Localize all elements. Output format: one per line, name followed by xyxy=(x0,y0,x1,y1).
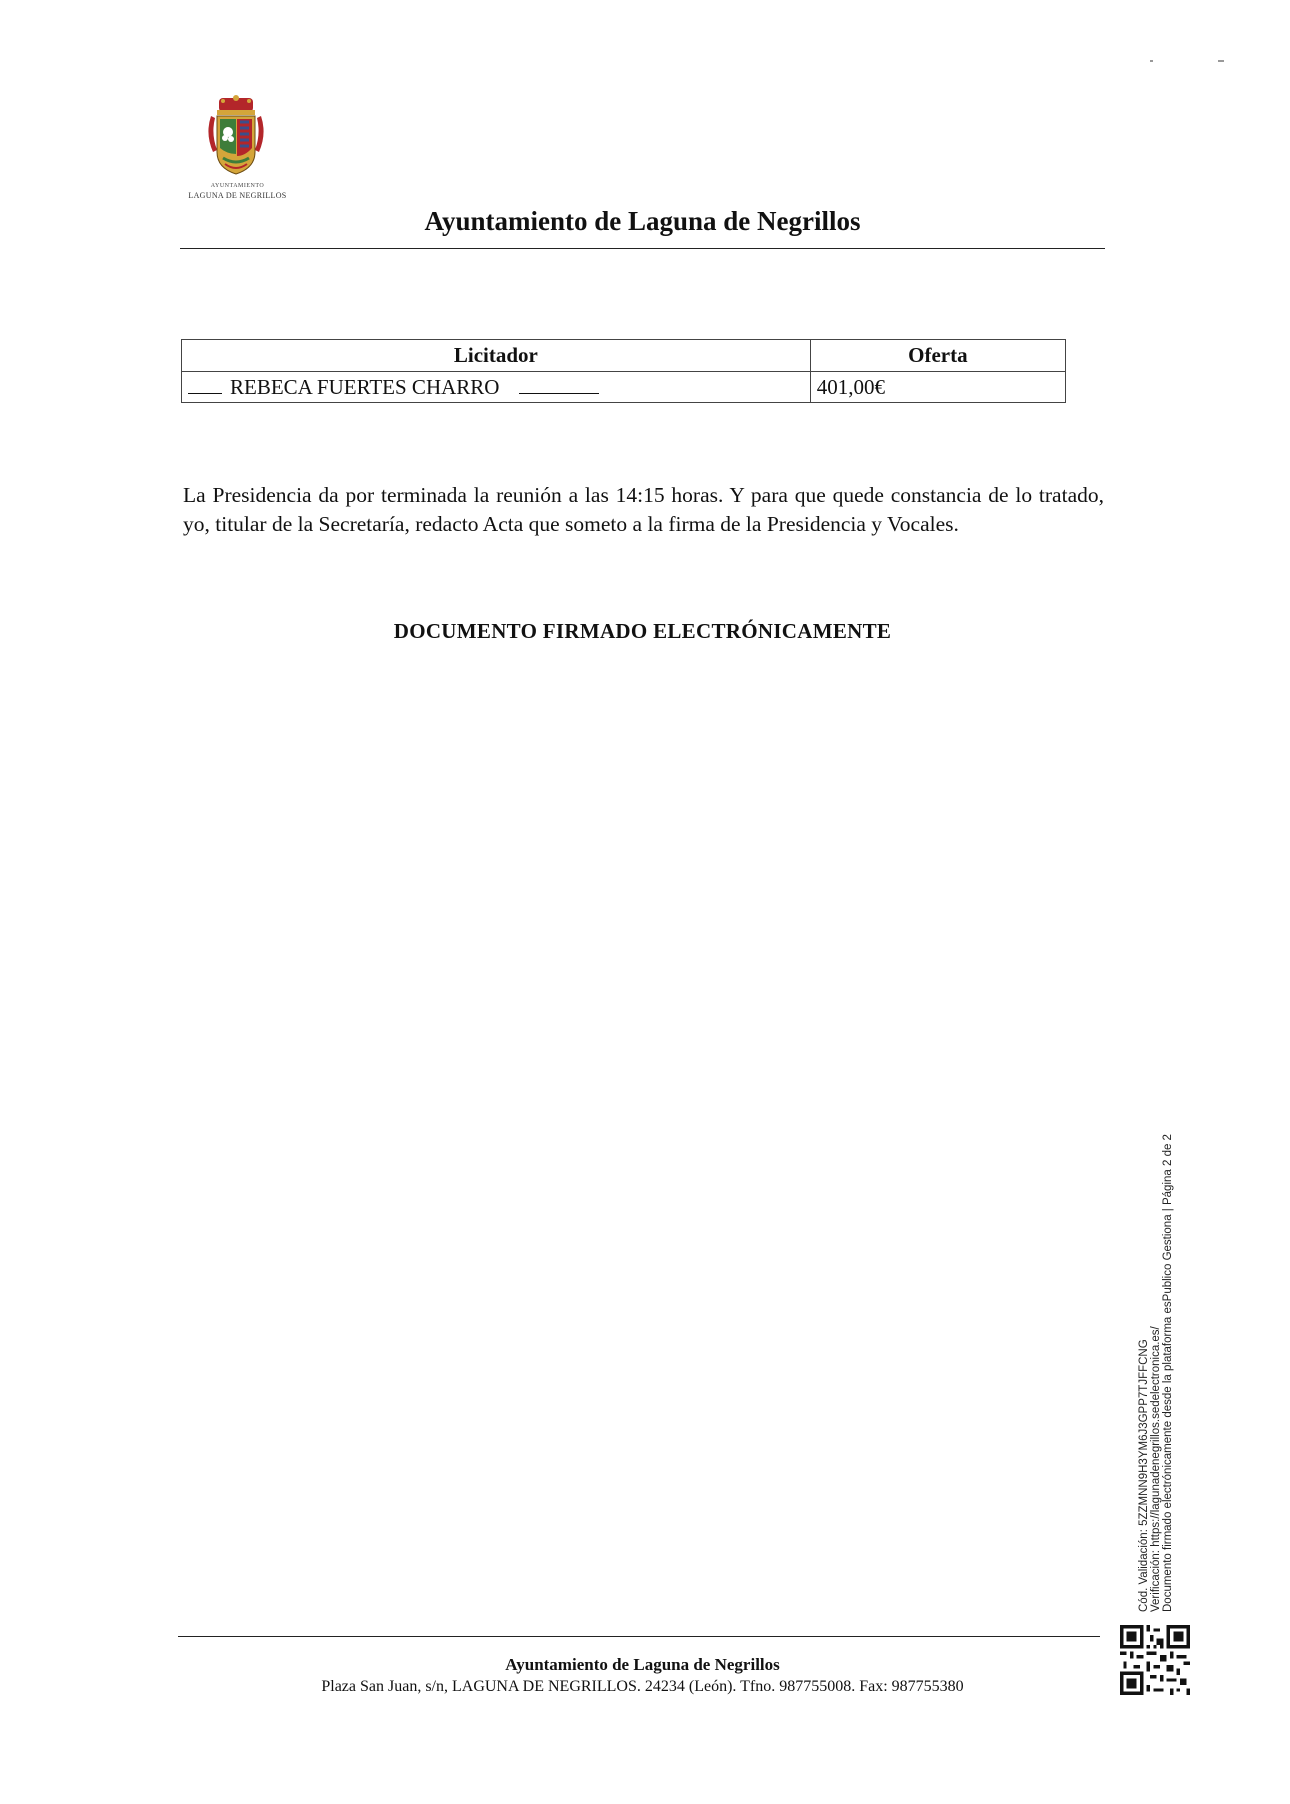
scan-speck xyxy=(1218,60,1224,62)
signature-platform-note: Documento firmado electrónicamente desde la plataforma esPublico Gestiona | Página 2 de 2 xyxy=(1162,1134,1174,1612)
bids-table xyxy=(181,339,1066,403)
scan-speck xyxy=(1150,60,1153,62)
bidder-cell xyxy=(182,372,811,403)
verification-text xyxy=(1138,1092,1192,1612)
offer-cell: 401,00€ xyxy=(810,372,1065,403)
validation-code: Cód. Validación: 5ZZMNN9H3YM6J3GPP7TJFFCNG xyxy=(1138,1339,1150,1612)
blank-line xyxy=(188,378,222,394)
bidder-name: REBECA FUERTES CHARRO xyxy=(230,374,500,399)
signed-notice: DOCUMENTO FIRMADO ELECTRÓNICAMENTE xyxy=(393,619,892,643)
verification-url: Verificación: https://lagunadenegrillos.sedelectronica.es/ xyxy=(1150,1326,1162,1612)
table-row xyxy=(182,372,1066,403)
qr-code xyxy=(1120,1625,1190,1695)
coat-of-arms-logo xyxy=(205,94,267,180)
header-divider xyxy=(180,248,1105,249)
footer-address: Plaza San Juan, s/n, LAGUNA DE NEGRILLOS. 24234 (León). Tfno. 987755008. Fax: 987755380 xyxy=(321,1678,964,1695)
footer-divider xyxy=(178,1636,1100,1637)
logo-caption-top: AYUNTAMIENTO xyxy=(210,183,265,189)
footer-title: Ayuntamiento de Laguna de Negrillos xyxy=(505,1655,780,1674)
closing-paragraph: La Presidencia da por terminada la reunión a las 14:15 horas. Y para que quede constancia de lo tratado, yo, titular de la Secretaría, redacto Acta que someto a la firma de la Presidencia y Vocales. xyxy=(183,483,1104,536)
column-header-offer: Oferta xyxy=(810,340,1065,372)
logo-caption-bottom: LAGUNA DE NEGRILLOS xyxy=(188,191,287,200)
blank-line xyxy=(519,378,599,394)
page-title: Ayuntamiento de Laguna de Negrillos xyxy=(424,206,861,236)
table-header-row xyxy=(182,340,1066,372)
column-header-bidder: Licitador xyxy=(182,340,811,372)
